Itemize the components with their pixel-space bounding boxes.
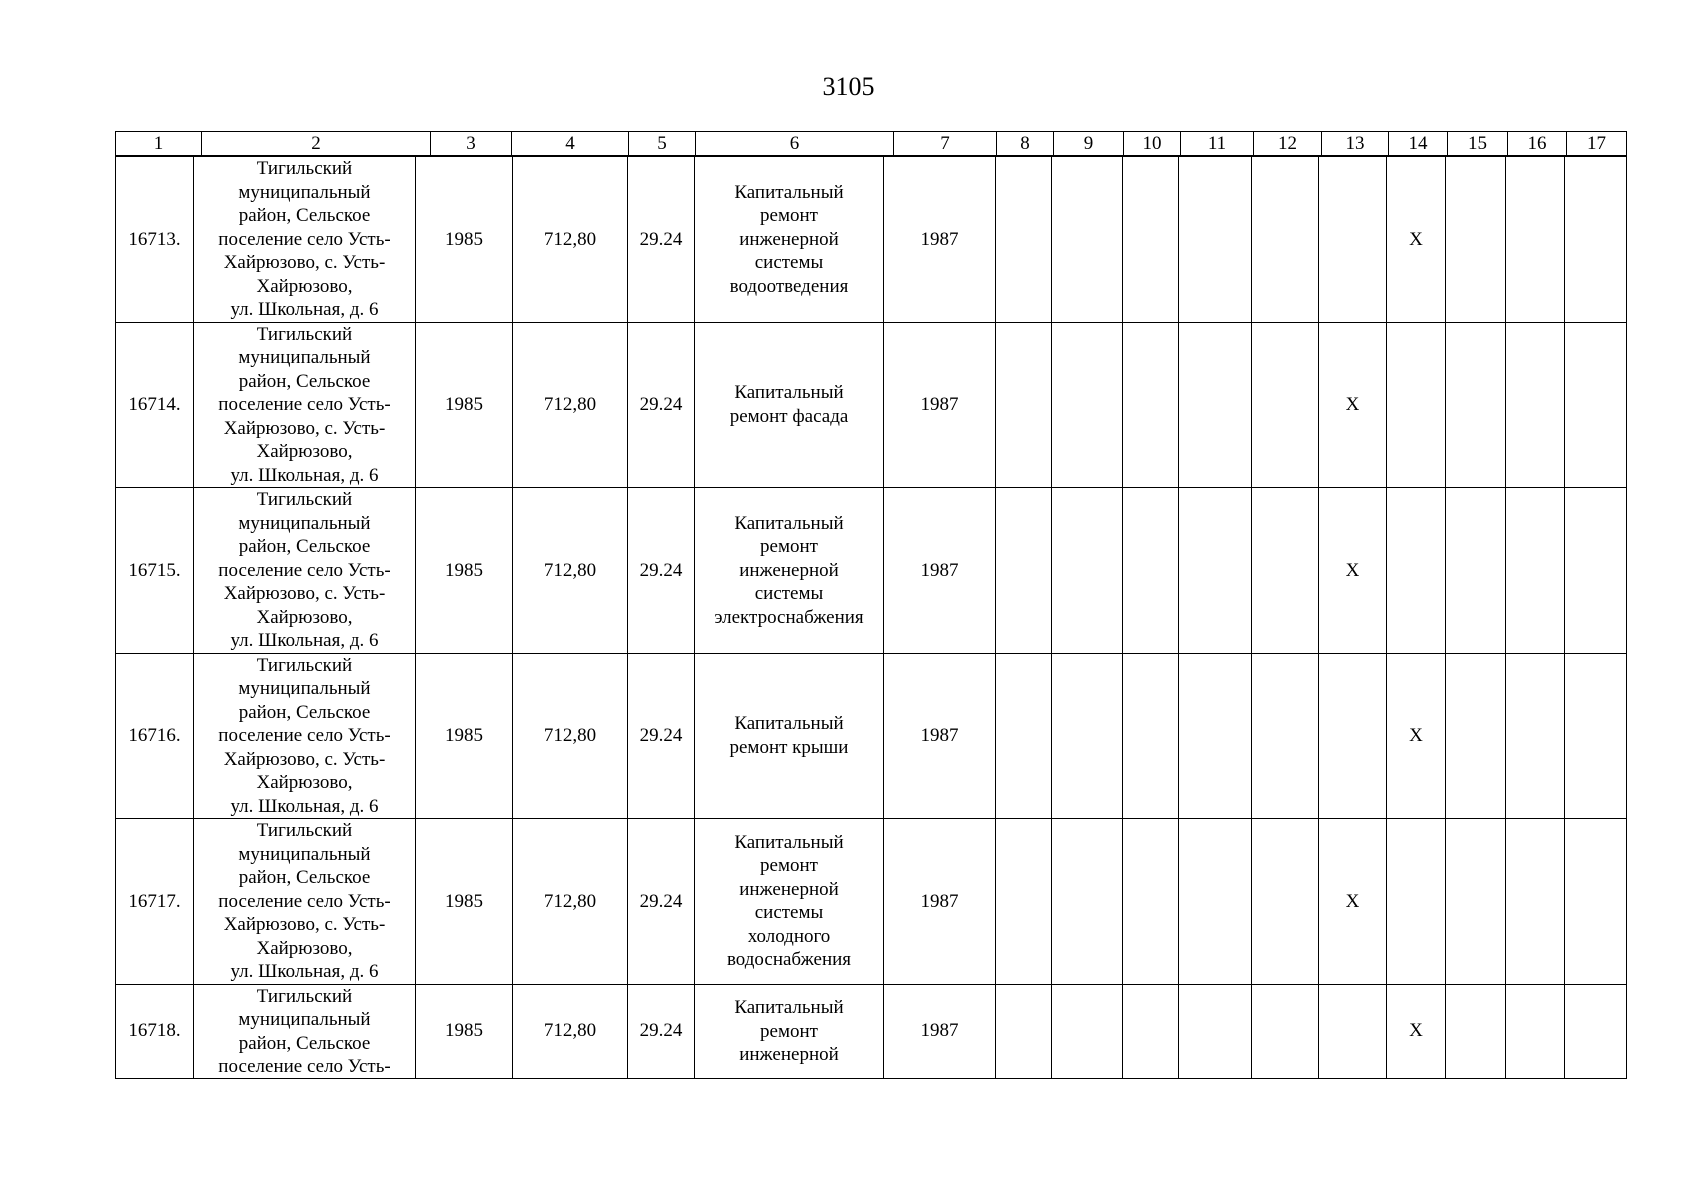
table-row (116, 653, 1627, 819)
work-type-text: Капитальный ремонт инженерной системы холодного водоснабжения (726, 831, 852, 971)
empty-cell (1052, 819, 1123, 985)
row-number-cell: 16713. (116, 157, 194, 323)
column-number: 16 (1508, 132, 1567, 156)
column-number: 8 (997, 132, 1054, 156)
address-cell (194, 322, 416, 488)
empty-cell (1506, 488, 1565, 654)
table-row (116, 157, 1627, 323)
page-number: 3105 (822, 72, 875, 101)
empty-cell (1252, 157, 1319, 323)
row-number-cell: 16718. (116, 984, 194, 1078)
empty-cell (1387, 488, 1446, 654)
value-cell: 29.24 (628, 322, 695, 488)
empty-cell (996, 157, 1052, 323)
empty-cell (1052, 322, 1123, 488)
address-text: Тигильский муниципальный район, Сельское поселение село Усть- (218, 985, 391, 1077)
empty-cell (1506, 819, 1565, 985)
empty-cell (1123, 984, 1179, 1078)
empty-cell (1252, 984, 1319, 1078)
empty-cell (1565, 488, 1627, 654)
empty-cell (1506, 984, 1565, 1078)
mark-cell: Х (1387, 653, 1446, 819)
column-number: 4 (512, 132, 629, 156)
column-header-table (115, 131, 1627, 156)
year-cell: 1987 (884, 819, 996, 985)
column-number: 12 (1254, 132, 1322, 156)
empty-cell (1252, 322, 1319, 488)
empty-cell (1387, 819, 1446, 985)
empty-cell (1052, 984, 1123, 1078)
build-year-cell: 1985 (416, 653, 513, 819)
value-cell: 29.24 (628, 984, 695, 1078)
column-number: 15 (1448, 132, 1508, 156)
empty-cell (1446, 984, 1506, 1078)
address-cell (194, 653, 416, 819)
table-row (116, 984, 1627, 1078)
mark-cell: Х (1387, 984, 1446, 1078)
empty-cell (996, 322, 1052, 488)
area-cell: 712,80 (513, 984, 628, 1078)
value-cell: 29.24 (628, 819, 695, 985)
empty-cell (1179, 322, 1252, 488)
address-text: Тигильский муниципальный район, Сельское поселение село Усть- Хайрюзово, с. Усть- Хайрюзово, ул. Школьная, д. 6 (218, 323, 391, 486)
year-cell: 1987 (884, 488, 996, 654)
work-type-cell (695, 322, 884, 488)
address-text: Тигильский муниципальный район, Сельское поселение село Усть- Хайрюзово, с. Усть- Хайрюзово, ул. Школьная, д. 6 (218, 489, 391, 651)
empty-cell (1252, 653, 1319, 819)
build-year-cell: 1985 (416, 157, 513, 323)
empty-cell (1179, 819, 1252, 985)
work-type-cell (695, 653, 884, 819)
empty-cell (1506, 653, 1565, 819)
empty-cell (1446, 653, 1506, 819)
mark-cell: Х (1387, 157, 1446, 323)
column-number: 7 (894, 132, 997, 156)
empty-cell (1052, 488, 1123, 654)
work-type-text: Капитальный ремонт крыши (729, 713, 849, 758)
column-number: 17 (1567, 132, 1627, 156)
repair-schedule-table (115, 156, 1627, 1079)
address-text: Тигильский муниципальный район, Сельское поселение село Усть- Хайрюзово, с. Усть- Хайрюзово, ул. Школьная, д. 6 (218, 820, 391, 982)
table-row (116, 488, 1627, 654)
year-cell: 1987 (884, 322, 996, 488)
address-cell (194, 819, 416, 985)
empty-cell (1052, 157, 1123, 323)
area-cell: 712,80 (513, 819, 628, 985)
empty-cell (1506, 322, 1565, 488)
column-number: 5 (629, 132, 696, 156)
row-number-cell: 16717. (116, 819, 194, 985)
row-number-cell: 16716. (116, 653, 194, 819)
area-cell: 712,80 (513, 322, 628, 488)
build-year-cell: 1985 (416, 984, 513, 1078)
value-cell: 29.24 (628, 157, 695, 323)
row-number-cell: 16715. (116, 488, 194, 654)
address-text: Тигильский муниципальный район, Сельское поселение село Усть- Хайрюзово, с. Усть- Хайрюзово, ул. Школьная, д. 6 (218, 158, 391, 320)
empty-cell (1319, 984, 1387, 1078)
empty-cell (1446, 322, 1506, 488)
empty-cell (1252, 819, 1319, 985)
column-number: 10 (1124, 132, 1181, 156)
empty-cell (1123, 819, 1179, 985)
column-number: 1 (116, 132, 202, 156)
empty-cell (1123, 653, 1179, 819)
empty-cell (1123, 322, 1179, 488)
empty-cell (1319, 157, 1387, 323)
build-year-cell: 1985 (416, 488, 513, 654)
empty-cell (1179, 984, 1252, 1078)
area-cell: 712,80 (513, 488, 628, 654)
year-cell: 1987 (884, 157, 996, 323)
empty-cell (1252, 488, 1319, 654)
build-year-cell: 1985 (416, 819, 513, 985)
address-cell (194, 984, 416, 1078)
address-cell (194, 488, 416, 654)
work-type-cell (695, 488, 884, 654)
work-type-text: Капитальный ремонт инженерной системы электроснабжения (714, 512, 864, 628)
column-number: 2 (202, 132, 431, 156)
mark-cell: Х (1319, 488, 1387, 654)
mark-cell: Х (1319, 819, 1387, 985)
empty-cell (1387, 322, 1446, 488)
empty-cell (1565, 819, 1627, 985)
empty-cell (996, 488, 1052, 654)
empty-cell (996, 653, 1052, 819)
empty-cell (1446, 819, 1506, 985)
empty-cell (1565, 984, 1627, 1078)
empty-cell (1446, 488, 1506, 654)
work-type-text: Капитальный ремонт инженерной системы водоотведения (729, 181, 849, 297)
column-number-row (116, 132, 1627, 156)
empty-cell (1123, 157, 1179, 323)
empty-cell (1123, 488, 1179, 654)
empty-cell (1565, 653, 1627, 819)
work-type-cell (695, 157, 884, 323)
year-cell: 1987 (884, 984, 996, 1078)
value-cell: 29.24 (628, 488, 695, 654)
empty-cell (1506, 157, 1565, 323)
build-year-cell: 1985 (416, 322, 513, 488)
table-row (116, 322, 1627, 488)
empty-cell (1565, 322, 1627, 488)
empty-cell (996, 984, 1052, 1078)
column-number: 9 (1054, 132, 1124, 156)
column-number: 6 (696, 132, 894, 156)
value-cell: 29.24 (628, 653, 695, 819)
area-cell: 712,80 (513, 653, 628, 819)
address-text: Тигильский муниципальный район, Сельское поселение село Усть- Хайрюзово, с. Усть- Хайрюзово, ул. Школьная, д. 6 (218, 654, 391, 817)
mark-cell: Х (1319, 322, 1387, 488)
empty-cell (1319, 653, 1387, 819)
empty-cell (1179, 488, 1252, 654)
empty-cell (1446, 157, 1506, 323)
column-number: 13 (1322, 132, 1389, 156)
work-type-cell (695, 819, 884, 985)
year-cell: 1987 (884, 653, 996, 819)
column-number: 3 (431, 132, 512, 156)
area-cell: 712,80 (513, 157, 628, 323)
empty-cell (1179, 157, 1252, 323)
column-number: 11 (1181, 132, 1254, 156)
column-number: 14 (1389, 132, 1448, 156)
empty-cell (1052, 653, 1123, 819)
work-type-cell (695, 984, 884, 1078)
empty-cell (1179, 653, 1252, 819)
empty-cell (1565, 157, 1627, 323)
empty-cell (996, 819, 1052, 985)
work-type-text: Капитальный ремонт инженерной (734, 997, 844, 1065)
row-number-cell: 16714. (116, 322, 194, 488)
work-type-text: Капитальный ремонт фасада (729, 382, 849, 427)
table-row (116, 819, 1627, 985)
address-cell (194, 157, 416, 323)
